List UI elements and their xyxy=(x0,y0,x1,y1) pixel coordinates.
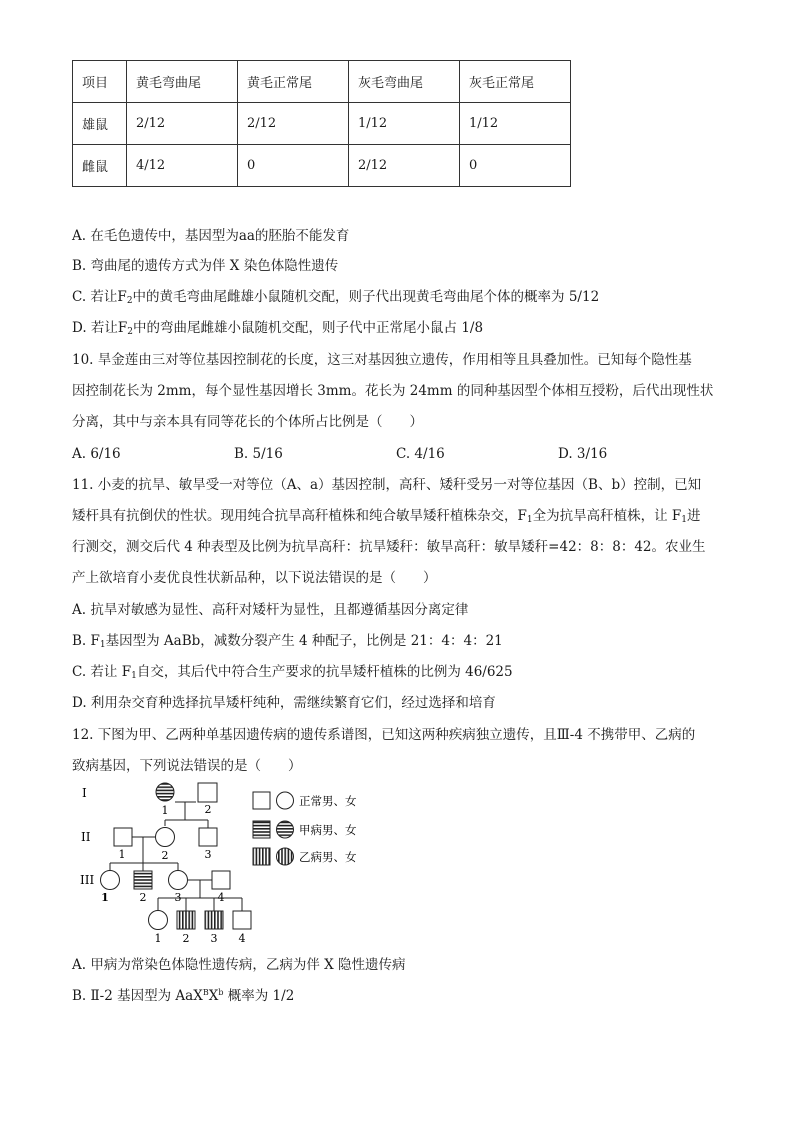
phenotype-table xyxy=(72,60,571,187)
female-jia-affected-symbol xyxy=(156,783,174,801)
legend-normal-label: 正常男、女 xyxy=(299,794,357,808)
individual-number: 3 xyxy=(174,891,182,904)
subscript: 1 xyxy=(681,515,688,525)
individual-number: 4 xyxy=(217,891,225,904)
text-span: 全为抗旱高秆植株，让 F xyxy=(532,508,682,524)
text-span: 基因型为 AaBb，减数分裂产生 4 种配子，比例是 21：4：4：21 xyxy=(105,633,503,649)
q11-option-c xyxy=(72,664,513,680)
table-header-cell: 项目 xyxy=(73,61,127,103)
text-span: B. Ⅱ-2 基因型为 AaX xyxy=(72,988,203,1004)
female-normal-symbol xyxy=(156,828,175,847)
individual-number: 1 xyxy=(161,804,169,817)
table-cell: 2/12 xyxy=(349,145,460,187)
q11-stem-line: 产上欲培育小麦优良性状新品种，以下说法错误的是（ ） xyxy=(72,570,437,586)
individual-number: 1 xyxy=(101,891,109,904)
text-span: D. 若让F xyxy=(72,320,128,336)
individual-number: 1 xyxy=(118,848,126,861)
q10-option-b: B. 5/16 xyxy=(234,446,283,462)
text-span: 矮杆具有抗倒伏的性状。现用纯合抗旱高秆植株和纯合敏旱矮秆植株杂交，F xyxy=(72,508,527,524)
text-span: C. 若让 F xyxy=(72,664,132,680)
table-cell: 雌鼠 xyxy=(73,145,127,187)
table-cell: 2/12 xyxy=(127,103,238,145)
male-normal-symbol xyxy=(198,783,217,802)
table-cell: 2/12 xyxy=(238,103,349,145)
text-span: 进 xyxy=(687,508,701,524)
male-jia-affected-symbol xyxy=(134,871,152,889)
text-span: B. F xyxy=(72,633,100,649)
generation-label-i: I xyxy=(82,786,87,800)
female-normal-symbol xyxy=(169,871,188,890)
individual-number: 2 xyxy=(204,803,212,816)
table-cell: 雄鼠 xyxy=(73,103,127,145)
pedigree-diagram xyxy=(70,780,400,950)
superscript: b xyxy=(218,988,224,997)
text-span: C. 若让F xyxy=(72,289,127,305)
q12-option-a: A. 甲病为常染色体隐性遗传病，乙病为伴 X 隐性遗传病 xyxy=(72,957,406,973)
table-cell: 1/12 xyxy=(349,103,460,145)
individual-number: 3 xyxy=(210,932,218,945)
q10-stem-line: 分离，其中与亲本具有同等花长的个体所占比例是（ ） xyxy=(72,414,423,430)
individual-number: 2 xyxy=(161,849,169,862)
individual-number: 4 xyxy=(238,932,246,945)
table-row xyxy=(73,145,571,187)
legend-male-jia-symbol xyxy=(253,821,270,838)
legend-jia-label: 甲病男、女 xyxy=(299,823,357,837)
male-yi-affected-symbol xyxy=(205,911,223,929)
pedigree-legend xyxy=(253,792,357,865)
individual-number: 2 xyxy=(182,932,190,945)
legend-male-normal-symbol xyxy=(253,792,270,809)
female-normal-symbol xyxy=(149,911,168,930)
female-normal-symbol xyxy=(101,871,120,890)
subscript: 2 xyxy=(127,327,134,337)
individual-number: 2 xyxy=(139,891,147,904)
legend-female-jia-symbol xyxy=(277,821,294,838)
legend-female-normal-symbol xyxy=(277,792,294,809)
legend-female-yi-symbol xyxy=(277,848,294,865)
table-header-row xyxy=(73,61,571,103)
q10-stem-line: 10. 旱金莲由三对等位基因控制花的长度，这三对基因独立遗传，作用相等且具叠加性。已知每个隐性基 xyxy=(72,352,692,368)
text-span: 中的黄毛弯曲尾雌雄小鼠随机交配，则子代出现黄毛弯曲尾个体的概率为 5/12 xyxy=(132,289,600,305)
text-span: 概率为 1/2 xyxy=(223,988,295,1004)
q11-option-d: D. 利用杂交育种选择抗旱矮杆纯种，需继续繁育它们，经过选择和培育 xyxy=(72,695,496,711)
q12-option-b xyxy=(72,988,294,1004)
subscript: 1 xyxy=(526,515,533,525)
q9-option-a: A. 在毛色遗传中，基因型为aa的胚胎不能发育 xyxy=(72,228,350,244)
q11-stem-line: 行测交，测交后代 4 种表型及比例为抗旱高秆：抗旱矮秆：敏旱高秆：敏旱矮秆=42：8：8：42。农业生 xyxy=(72,539,706,555)
q12-stem-line: 致病基因，下列说法错误的是（ ） xyxy=(72,758,302,774)
male-normal-symbol xyxy=(199,828,217,846)
generation-label-ii: II xyxy=(81,830,91,844)
q10-option-d: D. 3/16 xyxy=(558,446,608,462)
q11-stem-line xyxy=(72,508,701,524)
table-row xyxy=(73,103,571,145)
table-header-cell: 黄毛正常尾 xyxy=(238,61,349,103)
superscript: B xyxy=(202,988,209,997)
legend-male-yi-symbol xyxy=(253,848,270,865)
q12-stem-line: 12. 下图为甲、乙两种单基因遗传病的遗传系谱图，已知这两种疾病独立遗传，且Ⅲ-4 不携带甲、乙病的 xyxy=(72,727,696,743)
legend-yi-label: 乙病男、女 xyxy=(299,850,357,864)
table-cell: 1/12 xyxy=(460,103,571,145)
male-yi-affected-symbol xyxy=(177,911,195,929)
table-cell: 0 xyxy=(460,145,571,187)
table-header-cell: 灰毛正常尾 xyxy=(460,61,571,103)
q9-option-b: B. 弯曲尾的遗传方式为伴 X 染色体隐性遗传 xyxy=(72,258,339,274)
q11-option-b xyxy=(72,633,503,649)
individual-number: 1 xyxy=(154,932,162,945)
q10-stem-line: 因控制花长为 2mm，每个显性基因增长 3mm。花长为 24mm 的同种基因型个体相互授粉，后代出现性状 xyxy=(72,383,714,399)
male-normal-symbol xyxy=(212,871,230,889)
table-cell: 4/12 xyxy=(127,145,238,187)
q10-option-c: C. 4/16 xyxy=(396,446,445,462)
q9-option-d xyxy=(72,320,483,336)
text-span: X xyxy=(208,988,219,1004)
subscript: 1 xyxy=(131,671,137,681)
q11-option-a: A. 抗旱对敏感为显性、高秆对矮杆为显性，且都遵循基因分离定律 xyxy=(72,602,469,618)
subscript: 1 xyxy=(99,640,106,650)
q9-option-c xyxy=(72,289,599,305)
subscript: 2 xyxy=(126,296,133,306)
table-header-cell: 黄毛弯曲尾 xyxy=(127,61,238,103)
text-span: 自交，其后代中符合生产要求的抗旱矮杆植株的比例为 46/625 xyxy=(136,664,513,680)
q11-stem-line: 11. 小麦的抗旱、敏旱受一对等位（A、a）基因控制，高秆、矮秆受另一对等位基因（B、b）控制，已知 xyxy=(72,477,702,493)
individual-number: 3 xyxy=(204,848,212,861)
table-cell: 0 xyxy=(238,145,349,187)
generation-label-iii: III xyxy=(80,873,95,887)
text-span: 中的弯曲尾雌雄小鼠随机交配，则子代中正常尾小鼠占 1/8 xyxy=(133,320,484,336)
male-normal-symbol xyxy=(114,828,132,846)
male-normal-symbol xyxy=(233,911,251,929)
table-header-cell: 灰毛弯曲尾 xyxy=(349,61,460,103)
q10-option-a: A. 6/16 xyxy=(72,446,121,462)
